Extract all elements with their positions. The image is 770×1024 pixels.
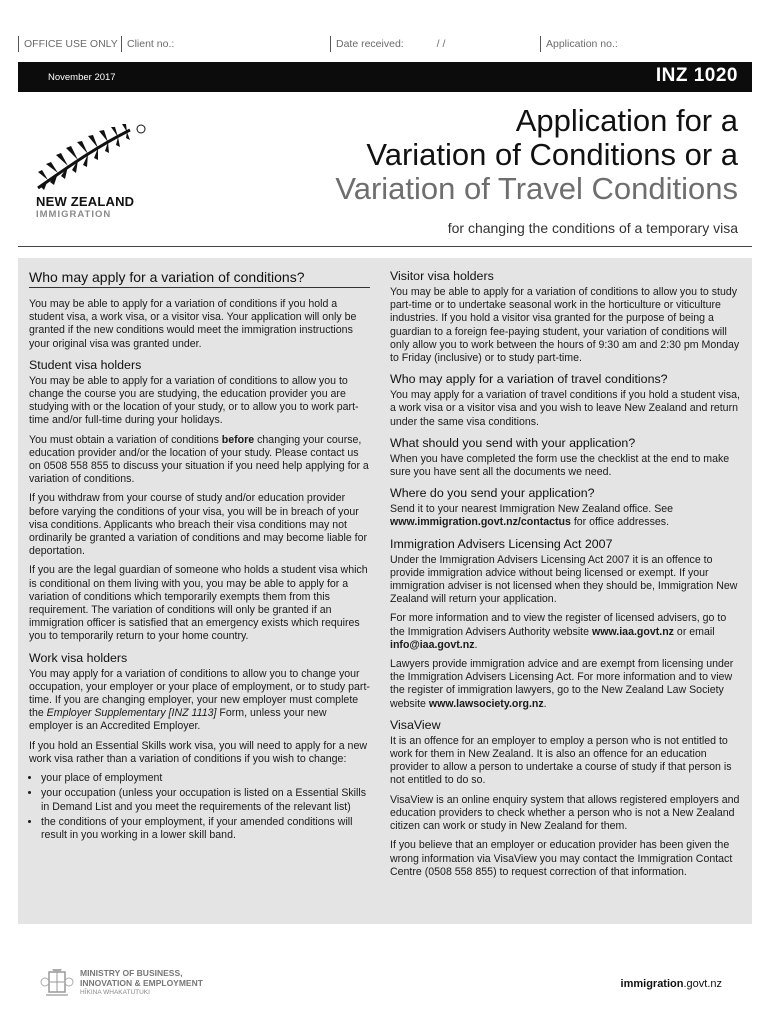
form-code: INZ 1020 [655, 65, 738, 86]
date-received-label [330, 36, 536, 52]
para-iaa-2 [390, 612, 740, 652]
title-line-2: Variation of Conditions or a [366, 137, 738, 172]
heading-iaa: Immigration Advisers Licensing Act 2007 [390, 536, 613, 551]
para-iaa-3 [390, 658, 740, 711]
para-student-2 [29, 434, 370, 487]
crest-icon [40, 966, 74, 1000]
title-line-1: Application for a [515, 103, 738, 138]
heading-student-visa: Student visa holders [29, 357, 142, 372]
nz-immigration-logo [34, 120, 164, 220]
para-work-1 [29, 668, 370, 734]
heading-send-what: What should you send with your application? [390, 435, 636, 450]
para-iaa-1: Under the Immigration Advisers Licensing Act 2007 it is an offence to provide immigration advice without being licensed or exempt. If your immigration adviser is not licensed when they should be, Immigration New Zealand will return your application. [390, 553, 738, 606]
heading-visaview: VisaView [390, 717, 441, 732]
heading-work-visa: Work visa holders [29, 650, 128, 665]
iaa-website-link[interactable]: www.iaa.govt.nz [591, 625, 674, 638]
ministry-line-3: HĪKINA WHAKATUTUKI [80, 989, 150, 996]
work-change-list [29, 772, 370, 842]
ministry-line-2: INNOVATION & EMPLOYMENT [80, 978, 203, 988]
footer-url-rest: .govt.nz [683, 978, 722, 990]
title-line-3: Variation of Travel Conditions [335, 171, 738, 206]
logo-agency: IMMIGRATION [36, 209, 112, 220]
left-column [29, 268, 370, 848]
contactus-link[interactable]: www.immigration.govt.nz/contactus [390, 516, 571, 529]
list-item: • your place of employment [41, 772, 370, 785]
title-divider [18, 246, 752, 247]
para-send-where-a: Send it to your nearest Immigration New Zealand office. See [390, 503, 674, 516]
para-work-1-a: You may apply for a variation of conditions to allow you to change your occupation, your employer or your place of employment, or to study part-time. If you are changing employer, your new employer must complete the [29, 667, 370, 720]
header-band [18, 62, 752, 92]
list-item: • the conditions of your employment, if your amended conditions will result in you working in a lower skill band. [41, 816, 370, 842]
para-who-may-apply: You may be able to apply for a variation of conditions if you hold a student visa, a work visa, or a visitor visa. Your application will only be granted if the new conditions would meet the immigration instructions your original visa was granted under. [29, 298, 357, 350]
para-work-1-form: Employer Supplementary [INZ 1113] [46, 707, 217, 720]
para-student-4: If you are the legal guardian of someone who holds a student visa which is conditional on them living with you, you may be able to apply for a variation of conditions which temporarily exempts them from this requirement. The variation of conditions will only be granted if an immigration officer is satisfied that an emergency exists which requires you to temporarily return to your home country. [29, 564, 368, 643]
office-use-label: OFFICE USE ONLY [18, 36, 118, 52]
para-work-1-c: Form, unless your new employer is an Accredited Employer. [29, 707, 327, 733]
para-student-2-c: changing your course, education provider and/or the location of your study. Please contact us on 0508 558 855 to discuss your situation if you need help applying for a variation of conditions. [29, 433, 369, 486]
para-student-2-a: You must obtain a variation of conditions [29, 433, 222, 446]
para-iaa-3-a: Lawyers provide immigration advice and are exempt from licensing under the Immigration Advisers Licensing Act. For more information and to view the register of immigration lawyers, go to the New Zealand Law Society website [390, 658, 734, 710]
date-slash: / / [436, 38, 446, 50]
para-iaa-2-e: . [474, 638, 478, 651]
page-title [335, 104, 738, 206]
heading-travel-conditions: Who may apply for a variation of travel conditions? [390, 372, 668, 387]
client-no-label: Client no.: [121, 36, 174, 52]
iaa-email-link[interactable]: info@iaa.govt.nz [390, 638, 475, 651]
lawsociety-link[interactable]: www.lawsociety.org.nz [428, 697, 544, 710]
para-visaview-3: If you believe that an employer or education provider has been given the wrong information via VisaView you may contact the Immigration Contact Centre (0508 558 855) to request correction of that information. [390, 839, 733, 878]
para-travel: You may apply for a variation of travel conditions if you hold a student visa, a work visa or a visitor visa and you wish to leave New Zealand and return under the same visa conditions. [390, 389, 740, 428]
date-received-text: Date received: [336, 38, 404, 50]
silver-fern-icon [34, 120, 159, 192]
heading-send-where: Where do you send your application? [390, 486, 595, 501]
para-student-3: If you withdraw from your course of study and/or education provider before varying the conditions of your visa, you will be in breach of your visa conditions. Applicants who breach their visa conditions may not ordinarily be granted a variation of conditions and may become liable for deportation. [29, 492, 368, 558]
footer-url-bold: immigration [620, 978, 684, 990]
para-visitor: You may be able to apply for a variation of conditions to allow you to study part-time or to undertake seasonal work in the horticulture or viticulture industries. If you hold a visitor visa granted for the purpose of being a guardian to a foreign fee-paying student, your variation of conditions will only allow you to work between the hours of 9:30 am and 2:30 pm Monday to Friday (inclusive) or to study part-time. [390, 286, 740, 365]
page-subtitle: for changing the conditions of a temporary visa [447, 220, 738, 236]
footer-url[interactable] [621, 978, 722, 990]
para-student-2-bold: before [221, 433, 255, 446]
form-date: November 2017 [48, 72, 116, 83]
list-item: • your occupation (unless your occupation is listed on a Essential Skills in Demand List and you meet the requirements of the relevant list) [41, 787, 370, 813]
para-send-what: When you have completed the form use the checklist at the end to make sure you have sent all the documents we need. [390, 452, 730, 479]
para-visaview-1: It is an offence for an employer to employ a person who is not entitled to work for them in New Zealand. It is also an offence for an education provider to allow a person to undertake a course of study if that person is not entitled to do so. [390, 734, 732, 787]
ministry-line-1: MINISTRY OF BUSINESS, [80, 968, 183, 978]
para-iaa-3-c: . [543, 697, 547, 710]
office-use-strip [18, 36, 752, 52]
para-iaa-2-c: or email [673, 625, 715, 638]
logo-country: NEW ZEALAND [36, 194, 135, 209]
para-student-1: You may be able to apply for a variation of conditions to allow you to change the course you are studying, the education provider you are studying with or the location of your study, or to allow you to work part-time and/or full-time during your holidays. [29, 374, 359, 427]
heading-visitor-visa: Visitor visa holders [390, 269, 494, 283]
para-send-where-c: for office addresses. [570, 516, 670, 529]
para-send-where [390, 503, 740, 529]
para-iaa-2-a: For more information and to view the register of licensed advisers, go to the Immigration Advisers Authority website [390, 612, 727, 638]
para-work-2: If you hold an Essential Skills work visa, you will need to apply for a new work visa rather than a variation of conditions if you wish to change: [29, 739, 367, 765]
heading-who-may-apply: Who may apply for a variation of conditions? [29, 268, 370, 288]
right-column [390, 268, 740, 885]
application-no-label: Application no.: [540, 36, 618, 52]
para-visaview-2: VisaView is an online enquiry system that allows registered employers and education providers to check whether a person who is not a New Zealand citizen can work or study in New Zealand for them. [390, 793, 740, 833]
